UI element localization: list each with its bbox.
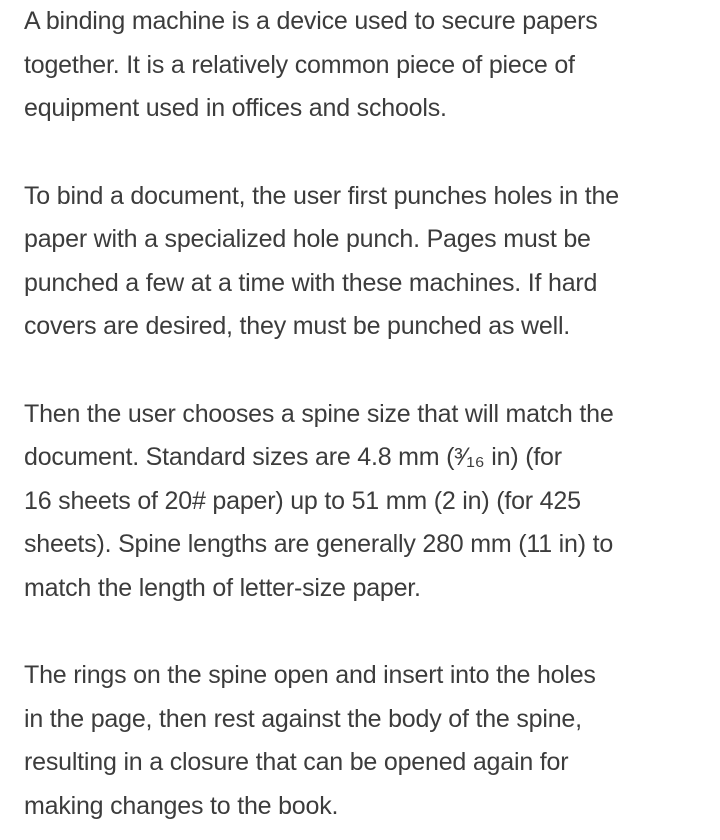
paragraph-binding-machine-definition: A binding machine is a device used to secure papers together. It is a relatively common piece of piece of equipment used in offices and schools. — [24, 7, 598, 122]
paragraph-punching-holes: To bind a document, the user first punches holes in the paper with a specialized hole punch. Pages must be punched a few at a time with these machines. If hard covers are desired, they must be punched as well. — [24, 181, 619, 340]
article-body — [24, 0, 714, 828]
paragraph-rings-closure: The rings on the spine open and insert into the holes in the page, then rest against the body of the spine, resulting in a closure that can be opened again for making changes to the book. — [24, 661, 596, 820]
paragraph-spine-size: Then the user chooses a spine size that will match the document. Standard sizes are 4.8 mm (³⁄₁₆ in) (for 16 sheets of 20# paper) up to 51 mm (2 in) (for 425 sheets). Spine lengths are generally 280 mm (11 in) to match the length of letter-size paper. — [24, 399, 614, 602]
